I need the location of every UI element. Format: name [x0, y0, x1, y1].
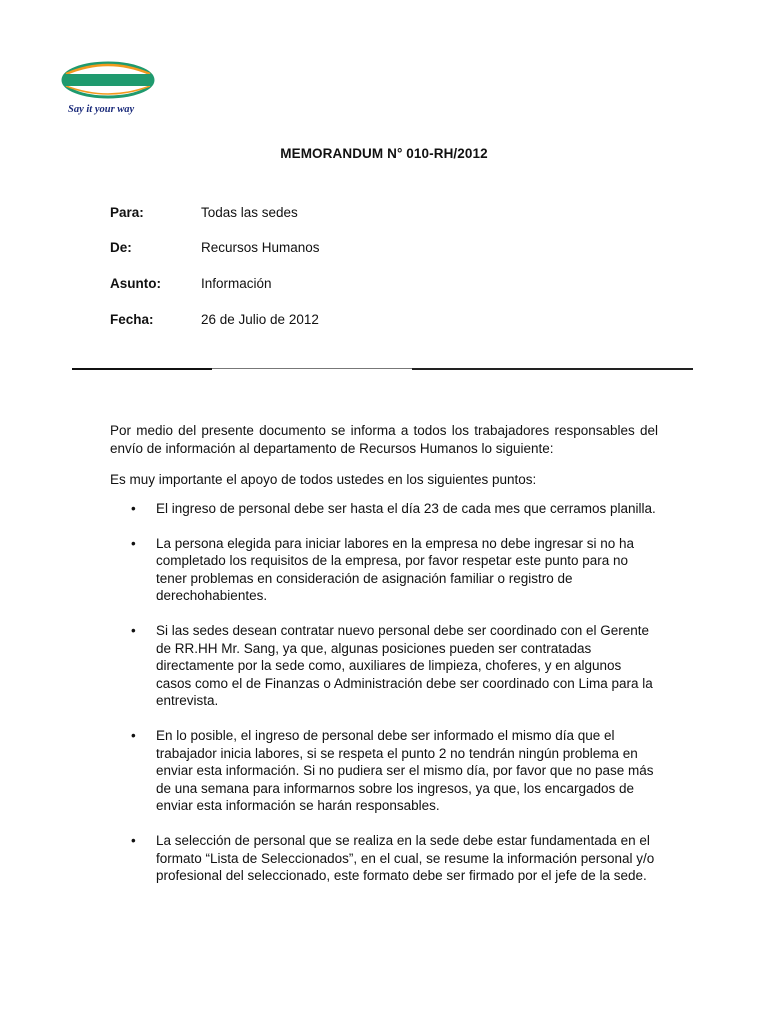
bullet-icon: •	[131, 832, 136, 848]
memo-title: MEMORANDUM N° 010-RH/2012	[280, 146, 488, 161]
field-label: Para:	[110, 205, 144, 220]
point-text: La persona elegida para iniciar labores en la empresa no debe ingresar si no ha completado los requisitos de la empresa, por favor respetar este punto para no tener problemas en consideración de asignación familiar o registro de derechohabientes.	[156, 535, 635, 604]
field-label: Asunto:	[110, 276, 161, 291]
bullet-icon: •	[131, 501, 136, 516]
logo-tagline: Say it your way	[68, 104, 135, 115]
bullet-icon: •	[131, 622, 136, 638]
field-label: De:	[110, 240, 132, 255]
points-list	[110, 500, 658, 902]
point-text: En lo posible, el ingreso de personal debe ser informado el mismo día que el trabajador inicia labores, si se respeta el punto 2 no tendrán ningún problema en enviar esta información. Si no pudiera ser el mismo día, por favor que no pase más de una semana para informarnos sobre los ingresos, ya que, los encargados de enviar esta información se harán responsables.	[156, 727, 654, 814]
list-item	[110, 727, 658, 815]
field-value: Todas las sedes	[201, 205, 298, 220]
list-item	[110, 622, 658, 710]
field-label: Fecha:	[110, 312, 154, 327]
divider-line	[72, 368, 693, 370]
list-item	[110, 500, 658, 518]
intro-paragraph: Por medio del presente documento se informa a todos los trabajadores responsables del envío de información al departamento de Recursos Humanos lo siguiente:	[110, 423, 658, 456]
field-value: 26 de Julio de 2012	[201, 312, 319, 327]
lead-paragraph: Es muy importante el apoyo de todos ustedes en los siguientes puntos:	[110, 472, 537, 487]
list-item	[110, 832, 658, 885]
point-text: La selección de personal que se realiza en la sede debe estar fundamentada en el formato “Lista de Seleccionados”, en el cual, se resume la información personal y/o profesional del seleccionado, este formato debe ser firmado por el jefe de la sede.	[156, 832, 655, 884]
field-value: Información	[201, 276, 272, 291]
bullet-icon: •	[131, 535, 136, 551]
list-item	[110, 535, 658, 605]
point-text: El ingreso de personal debe ser hasta el día 23 de cada mes que cerramos planilla.	[156, 501, 656, 516]
bullet-icon: •	[131, 727, 136, 743]
field-value: Recursos Humanos	[201, 240, 320, 255]
point-text: Si las sedes desean contratar nuevo personal debe ser coordinado con el Gerente de RR.HH Mr. Sang, ya que, algunas posiciones pueden ser contratadas directamente por la sede como, auxiliares de limpieza, choferes, y en algunos casos como el de Finanzas o Administración debe ser coordinado con Lima para la entrevista.	[156, 622, 653, 709]
